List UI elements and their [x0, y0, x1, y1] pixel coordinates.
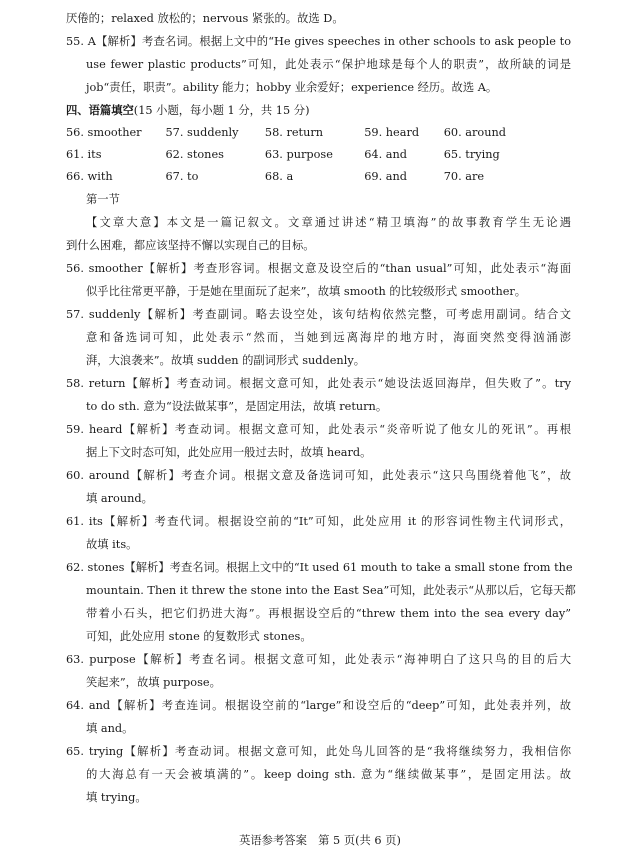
answer-cell: 62. stones: [165, 148, 224, 161]
answer-cell: 61. its: [66, 148, 102, 161]
answer-cell: 56. smoother: [66, 126, 142, 139]
table-row: [66, 144, 506, 166]
text-line: 65. trying【解析】考查动词。根据文意可知，此处鸟儿回答的是“我将继续努力，我相信你: [66, 745, 571, 758]
answer-cell: 57. suddenly: [165, 126, 239, 139]
text-line: 厌倦的；relaxed 放松的；nervous 紧张的。故选 D。: [66, 12, 344, 25]
text-line: 可知，此处应用 stone 的复数形式 stones。: [86, 630, 312, 643]
text-line: 填 around。: [86, 492, 153, 505]
text-line: 61. its【解析】考查代词。根据设空前的“It”可知，此处应用 it 的形容词性物主代词形式，: [66, 515, 571, 528]
explanation-56: [66, 257, 571, 303]
explanation-63: [66, 648, 571, 694]
answer-cell: 70. are: [443, 170, 485, 183]
table-row: [66, 122, 506, 144]
text-line: 填 trying。: [86, 791, 147, 804]
answer-cell: 60. around: [443, 126, 506, 139]
text-line: 湃，大浪袭来”。故填 sudden 的副词形式 suddenly。: [86, 354, 365, 367]
text-line: 故填 its。: [86, 538, 138, 551]
answer-cell: 69. and: [364, 170, 408, 183]
explanation-57: [66, 303, 571, 372]
table-row: [66, 166, 506, 188]
explanation-65: [66, 740, 571, 809]
text-line: to do sth. 意为“设法做某事”，是固定用法，故填 return。: [86, 400, 388, 413]
explanation-61: [66, 510, 571, 556]
explanation-64: [66, 694, 571, 740]
explanation-62: [66, 556, 576, 648]
page-footer: 英语参考答案 第 5 页(共 6 页): [239, 834, 401, 847]
text-line: 带着小石头，把它们扔进大海”。再根据设空后的“threw them into the sea every day”: [86, 607, 571, 620]
text-line: 似乎比往常更平静，于是她在里面玩了起来”，故填 smooth 的比较级形式 smoother。: [86, 285, 527, 298]
answer-cell: 59. heard: [364, 126, 420, 139]
answer-cell: 66. with: [66, 170, 113, 183]
text-line: 意和备选词可知，此处表示“然而，当她到远离海岸的地方时，海面突然变得汹涌澎: [86, 331, 571, 344]
section-title: 四、语篇填空: [66, 103, 134, 117]
text-line: 的大海总有一天会被填满的”。keep doing sth. 意为“继续做某事”，是固定用法。故: [86, 768, 571, 781]
explanation-60: [66, 464, 571, 510]
text-line: 56. smoother【解析】考查形容词。根据文意及设空后的“than usual”可知，此处表示“海面: [66, 262, 571, 275]
answer-cell: 63. purpose: [264, 148, 333, 161]
answer-cell: 65. trying: [443, 148, 500, 161]
answer-page: [66, 7, 576, 809]
summary-line: 【文章大意】本文是一篇记叙文。文章通过讲述“精卫填海”的故事教育学生无论遇: [86, 216, 571, 229]
answer-cell: 64. and: [364, 148, 408, 161]
text-line: use fewer plastic products”可知，此处表示“保护地球是每个人的职责”，故所缺的词是: [86, 58, 571, 71]
section-note: (15 小题，每小题 1 分，共 15 分): [133, 104, 310, 117]
text-line: 据上下文时态可知，此处应用一般过去时，故填 heard。: [86, 446, 372, 459]
text-line: 58. return【解析】考查动词。根据文意可知，此处表示“她设法返回海岸，但失败了”。try: [66, 377, 571, 390]
text-line: 填 and。: [86, 722, 134, 735]
answer-cell: 68. a: [264, 170, 294, 183]
text-line: 63. purpose【解析】考查名词。根据文意可知，此处表示“海神明白了这只鸟的目的后大: [66, 653, 571, 666]
answer-cell: 67. to: [165, 170, 199, 183]
text-line: 62. stones【解析】考查名词。根据上文中的“It used 61 mouth to take a small stone from the: [66, 561, 573, 574]
answer-cell: 58. return: [264, 126, 324, 139]
text-line: 57. suddenly【解析】考查副词。略去设空处，该句结构依然完整，可考虑用副词。结合文: [66, 308, 571, 321]
explanation-59: [66, 418, 571, 464]
text-line: 64. and【解析】考查连词。根据设空前的“large”和设空后的“deep”可知，此处表并列，故: [66, 699, 571, 712]
summary-line: 到什么困难，都应该坚持不懈以实现自己的目标。: [66, 239, 315, 252]
text-line: mountain. Then it threw the stone into the East Sea”可知，此处表示“从那以后，它每天都: [86, 584, 576, 597]
part-label: 第一节: [86, 193, 120, 206]
section-heading: [66, 99, 571, 122]
text-line: job“责任，职责”。ability 能力；hobby 业余爱好；experience 经历。故选 A。: [86, 81, 498, 94]
text-line: 55. A【解析】考查名词。根据上文中的“He gives speeches in other schools to ask people to: [66, 35, 571, 48]
text-line: 60. around【解析】考查介词。根据文意及备选词可知，此处表示“这只鸟围绕着他飞”，故: [66, 469, 571, 482]
answer-table: [66, 122, 506, 188]
text-line: 59. heard【解析】考查动词。根据文意可知，此处表示“炎帝听说了他女儿的死讯”。再根: [66, 423, 571, 436]
text-line: 笑起来”，故填 purpose。: [86, 676, 221, 689]
explanation-58: [66, 372, 571, 418]
